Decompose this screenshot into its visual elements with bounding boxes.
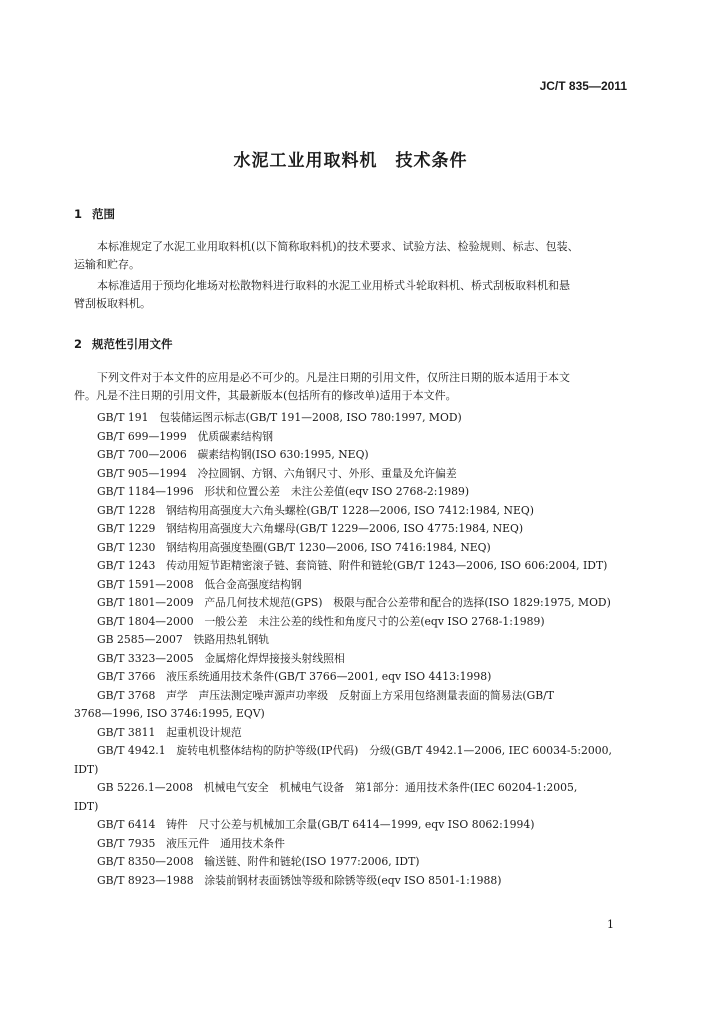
section-title: 规范性引用文件 [92, 337, 173, 351]
reference-text: GB/T 191 包装储运图示标志(GB/T 191—2008, ISO 780:1997, MOD) [97, 411, 462, 424]
paragraph-line: 下列文件对于本文件的应用是必不可少的。凡是注日期的引用文件，仅所注日期的版本适用于本文 [97, 371, 570, 384]
reference-item [74, 594, 634, 613]
paragraph-line: 件。凡是不注日期的引用文件，其最新版本(包括所有的修改单)适用于本文件。 [74, 388, 457, 402]
reference-text: GB/T 8350—2008 输送链、附件和链轮(ISO 1977:2006, IDT) [97, 855, 420, 868]
reference-text: GB/T 905—1994 冷拉圆钢、方钢、六角钢尺寸、外形、重量及允许偏差 [97, 466, 457, 480]
reference-item [74, 446, 634, 465]
reference-text-continued: IDT) [74, 762, 99, 776]
reference-item [74, 520, 634, 539]
reference-item [74, 502, 634, 521]
reference-text: GB/T 1229 钢结构用高强度大六角螺母(GB/T 1229—2006, ISO 4775:1984, NEQ) [97, 522, 524, 535]
reference-text: GB/T 1804—2000 一般公差 未注公差的线性和角度尺寸的公差(eqv ISO 2768-1:1989) [97, 614, 545, 628]
reference-item [74, 816, 634, 835]
section-1-heading [74, 206, 115, 222]
reference-text: GB/T 1801—2009 产品几何技术规范(GPS) 极限与配合公差带和配合的选择(ISO 1829:1975, MOD) [97, 596, 611, 609]
reference-item [74, 650, 634, 669]
reference-text-continued: IDT) [74, 799, 99, 813]
reference-text: GB/T 4942.1 旋转电机整体结构的防护等级(IP代码) 分级(GB/T 4942.1—2006, IEC 60034-5:2000, [97, 744, 612, 757]
reference-item [74, 668, 634, 687]
standard-number: JC/T 835—2011 [539, 79, 627, 93]
section-2-heading [74, 336, 173, 352]
reference-text: GB/T 3766 液压系统通用技术条件(GB/T 3766—2001, eqv ISO 4413:1998) [97, 670, 492, 683]
paragraph-line: 运输和贮存。 [74, 257, 140, 271]
reference-item [74, 724, 634, 743]
normative-references-list [74, 409, 634, 890]
reference-text: GB/T 700—2006 碳素结构钢(ISO 630:1995, NEQ) [97, 448, 369, 461]
reference-item [74, 853, 634, 872]
reference-text-continued: 3768—1996, ISO 3746:1995, EQV) [74, 707, 265, 720]
reference-item [74, 613, 634, 632]
reference-text: GB/T 1230 钢结构用高强度垫圈(GB/T 1230—2006, ISO 7416:1984, NEQ) [97, 540, 491, 554]
reference-text: GB/T 3811 起重机设计规范 [97, 725, 242, 739]
section-title: 范围 [92, 207, 115, 221]
paragraph-line: 臂刮板取料机。 [74, 296, 151, 310]
scope-paragraph-1 [74, 238, 631, 273]
reference-item [74, 779, 634, 816]
reference-item [74, 465, 634, 484]
page-number: 1 [607, 918, 614, 931]
reference-item [74, 557, 634, 576]
reference-item [74, 539, 634, 558]
reference-text: GB/T 8923—1988 涂装前钢材表面锈蚀等级和除锈等级(eqv ISO 8501-1:1988) [97, 873, 502, 887]
reference-item [74, 687, 634, 724]
reference-item [74, 428, 634, 447]
reference-text: GB/T 7935 液压元件 通用技术条件 [97, 836, 285, 850]
reference-text: GB/T 3768 声学 声压法测定噪声源声功率级 反射面上方采用包络测量表面的简易法(GB/T [97, 688, 555, 702]
references-intro [74, 369, 631, 404]
reference-text: GB/T 1591—2008 低合金高强度结构钢 [97, 577, 302, 591]
reference-item [74, 483, 634, 502]
section-number: 1 [74, 207, 83, 221]
reference-text: GB/T 1243 传动用短节距精密滚子链、套筒链、附件和链轮(GB/T 1243—2006, ISO 606:2004, IDT) [97, 559, 608, 572]
paragraph-line: 本标准规定了水泥工业用取料机(以下简称取料机)的技术要求、试验方法、检验规则、标志、包装、 [97, 240, 579, 253]
reference-text: GB/T 1228 钢结构用高强度大六角头螺栓(GB/T 1228—2006, ISO 7412:1984, NEQ) [97, 503, 534, 517]
reference-text: GB 2585—2007 铁路用热轧钢轨 [97, 633, 270, 646]
document-title: 水泥工业用取料机 技术条件 [233, 151, 468, 171]
reference-item [74, 576, 634, 595]
reference-text: GB/T 1184—1996 形状和位置公差 未注公差值(eqv ISO 2768-2:1989) [97, 485, 470, 498]
reference-item [74, 631, 634, 650]
reference-text: GB/T 699—1999 优质碳素结构钢 [97, 429, 274, 443]
reference-text: GB 5226.1—2008 机械电气安全 机械电气设备 第1部分：通用技术条件(IEC 60204-1:2005, [97, 781, 578, 794]
reference-item [74, 835, 634, 854]
scope-paragraph-2 [74, 277, 631, 312]
reference-item [74, 409, 634, 428]
reference-text: GB/T 6414 铸件 尺寸公差与机械加工余量(GB/T 6414—1999, eqv ISO 8062:1994) [97, 818, 535, 831]
paragraph-line: 本标准适用于预均化堆场对松散物料进行取料的水泥工业用桥式斗轮取料机、桥式刮板取料机和悬 [97, 279, 570, 292]
reference-text: GB/T 3323—2005 金属熔化焊焊接接头射线照相 [97, 651, 345, 665]
reference-item [74, 742, 634, 779]
section-number: 2 [74, 337, 83, 351]
reference-item [74, 872, 634, 891]
